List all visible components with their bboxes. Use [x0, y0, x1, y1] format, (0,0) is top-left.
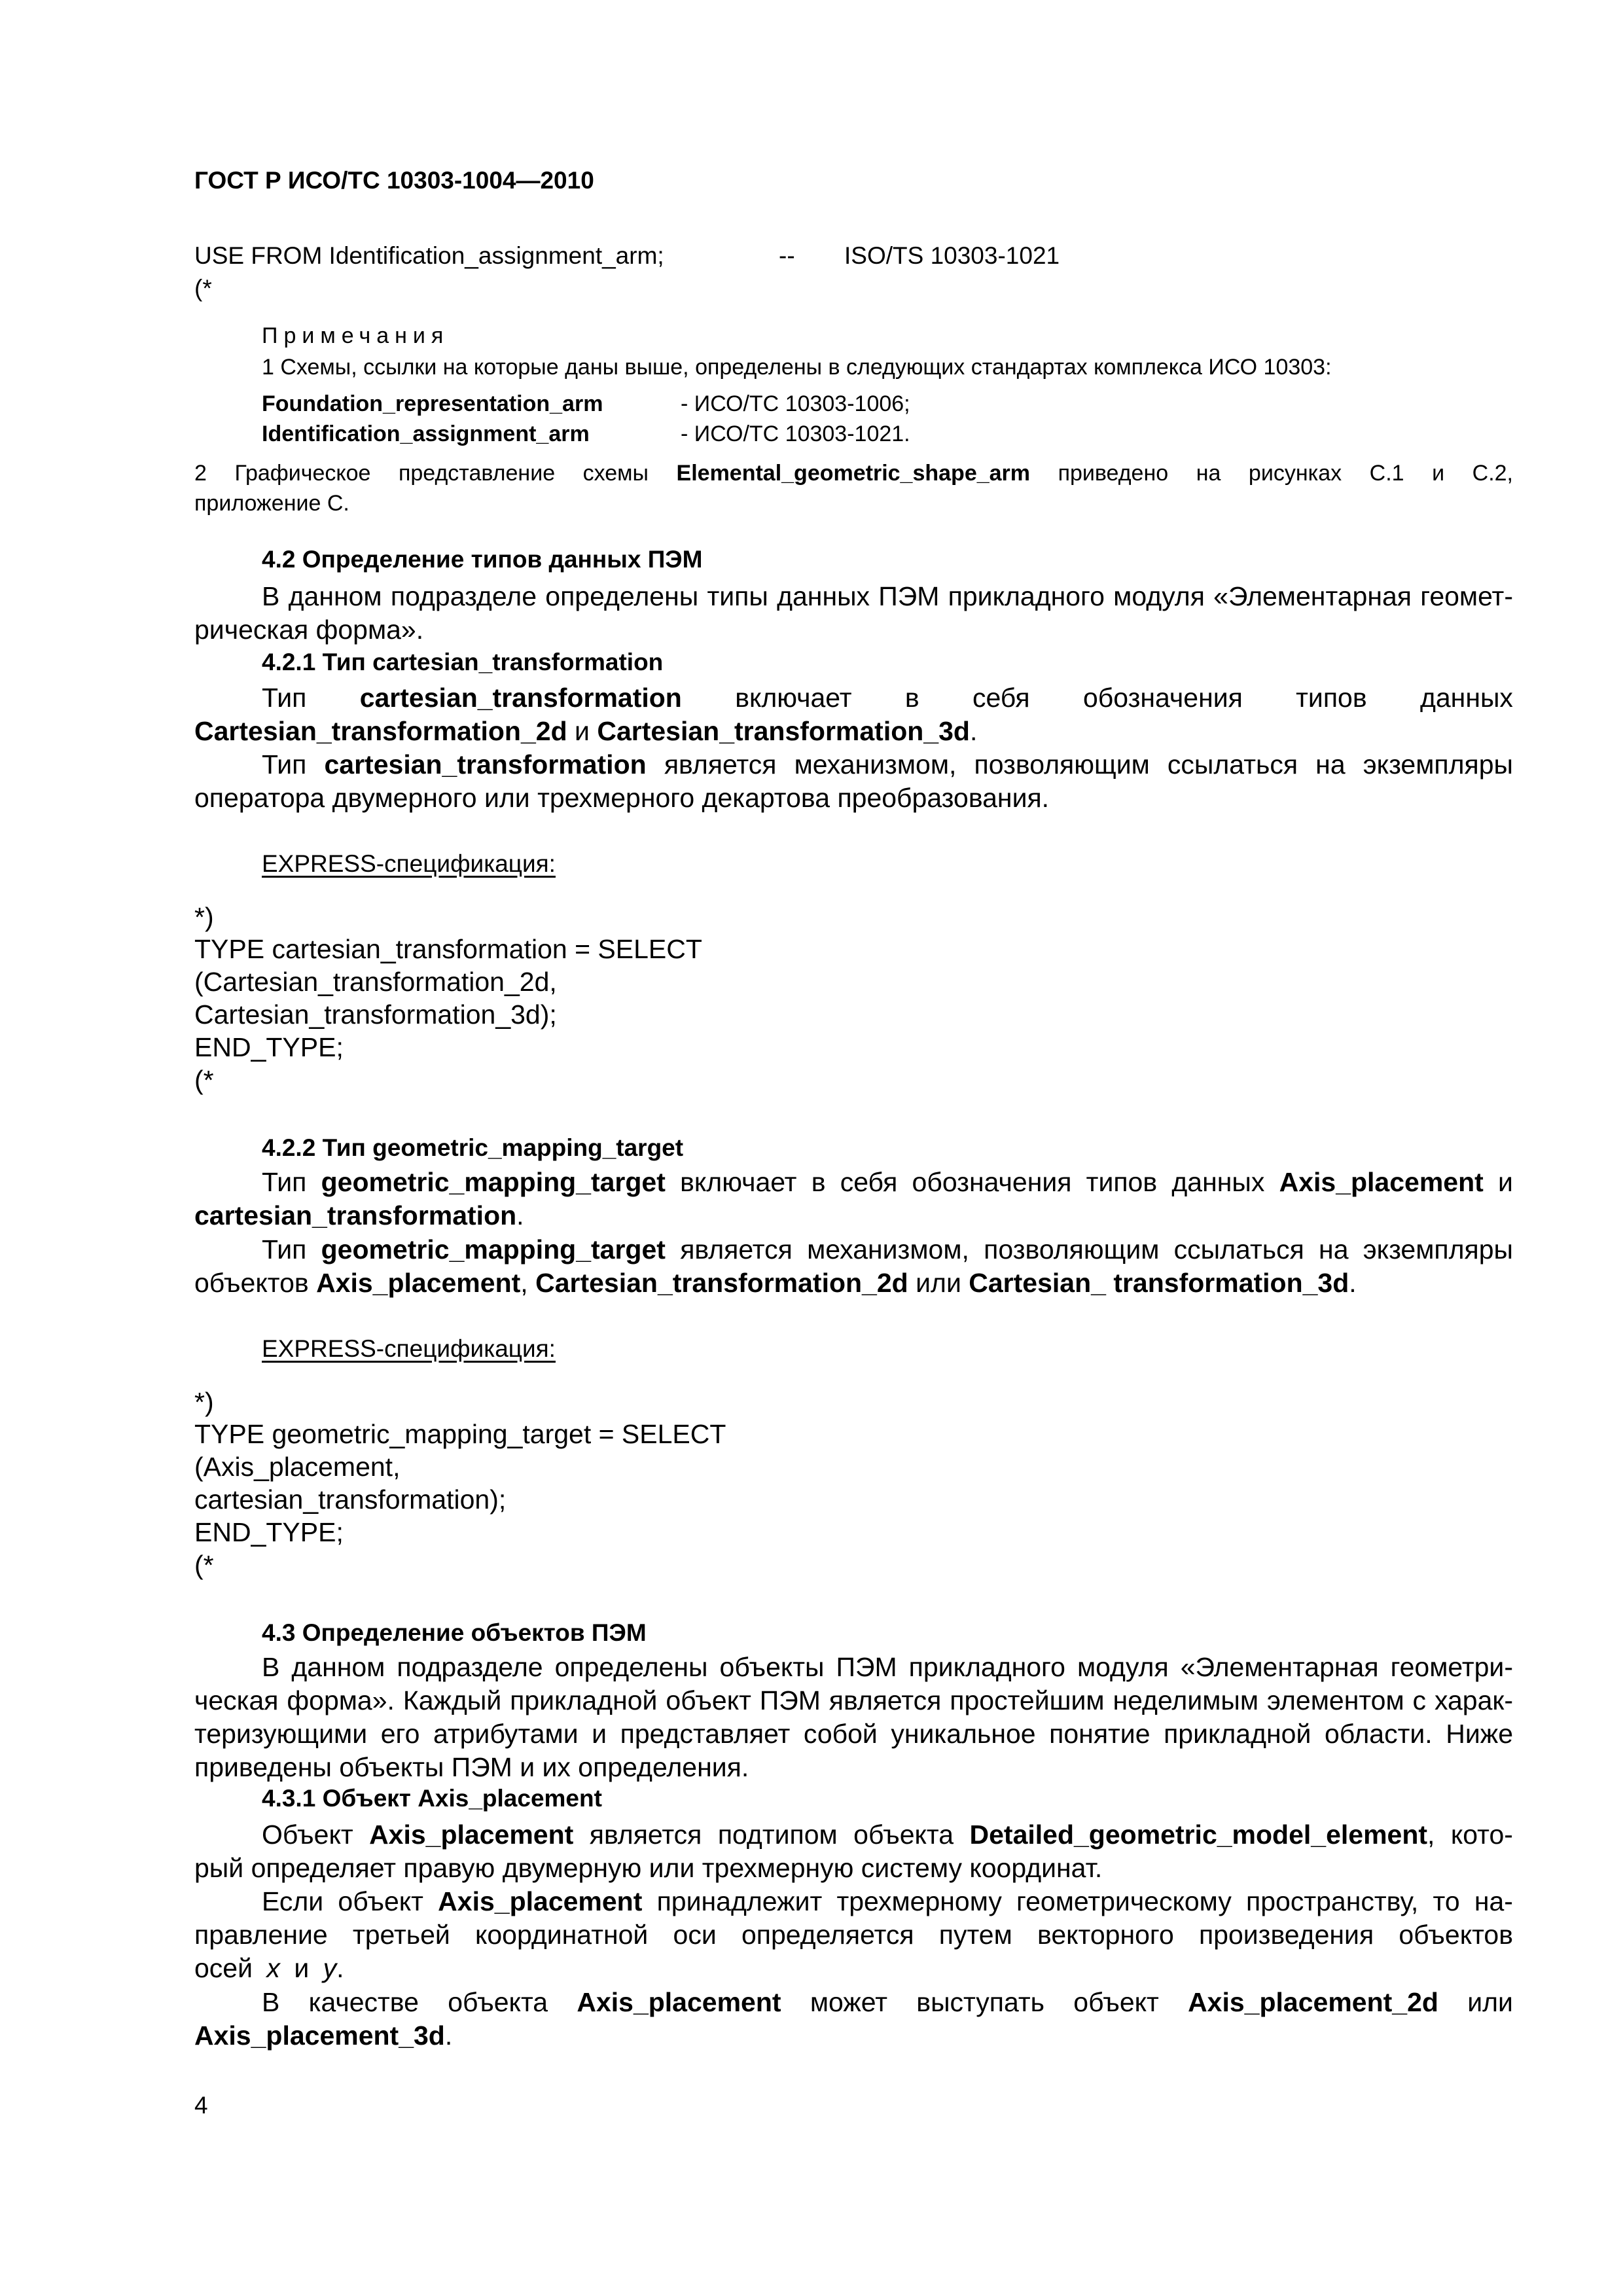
code-line: (* [194, 1065, 214, 1095]
paragraph-cont: осей x и y. [194, 1953, 344, 1983]
paragraph-cont: теризующими его атрибутами и представляет собой уникальное понятие прикладной области. Ниже [194, 1719, 1513, 1749]
section-heading-4-3-1: 4.3.1 Объект Axis_placement [262, 1785, 602, 1812]
paragraph: Тип geometric_mapping_target включает в себя обозначения типов данных Axis_placement и [262, 1167, 1513, 1197]
paragraph: Если объект Axis_placement принадлежит трехмерному геометрическому пространству, то на- [262, 1886, 1513, 1916]
paragraph-cont: оператора двумерного или трехмерного декартова преобразования. [194, 783, 1050, 813]
paragraph-cont: Axis_placement_3d. [194, 2020, 453, 2051]
code-line: (Axis_placement, [194, 1452, 401, 1482]
code-line: cartesian_transformation); [194, 1484, 507, 1515]
paragraph-cont: рическая форма». [194, 615, 424, 645]
schema-ref: - ИСО/ТС 10303-1006; [681, 391, 910, 416]
express-spec-label: EXPRESS-спецификация: [262, 850, 556, 877]
code-line: *) [194, 902, 214, 932]
paragraph-cont: правление третьей координатной оси определяется путем векторного произведения объектов [194, 1920, 1513, 1950]
paragraph-cont: рый определяет правую двумерную или трехмерную систему координат. [194, 1853, 1103, 1883]
note-2-cont: приложение С. [194, 491, 349, 516]
paragraph-cont: Cartesian_transformation_2d и Cartesian_transformation_3d. [194, 716, 978, 746]
section-heading-4-2-2: 4.2.2 Тип geometric_mapping_target [262, 1134, 684, 1161]
code-line: END_TYPE; [194, 1517, 344, 1547]
schema-name: Foundation_representation_arm [262, 391, 603, 416]
code-line: Cartesian_transformation_3d); [194, 999, 557, 1030]
paragraph-cont: объектов Axis_placement, Cartesian_transformation_2d или Cartesian_ transformation_3d. [194, 1268, 1357, 1298]
use-from-statement: USE FROM Identification_assignment_arm; [194, 242, 664, 269]
code-line: TYPE geometric_mapping_target = SELECT [194, 1419, 726, 1449]
note-2: 2 Графическое представление схемы Elemental_geometric_shape_arm приведено на рисунках С.1 и С.2, [194, 461, 1513, 486]
paragraph: В данном подразделе определены объекты ПЭМ прикладного модуля «Элементарная геометри- [262, 1652, 1513, 1682]
paragraph: Тип geometric_mapping_target является механизмом, позволяющим ссылаться на экземпляры [262, 1234, 1513, 1265]
code-line: TYPE cartesian_transformation = SELECT [194, 934, 702, 964]
code-line: (Cartesian_transformation_2d, [194, 967, 557, 997]
code-line: (* [194, 1550, 214, 1580]
notes-title: Примечания [262, 323, 450, 348]
section-heading-4-3: 4.3 Определение объектов ПЭМ [262, 1619, 647, 1646]
use-from-ref: ISO/TS 10303-1021 [844, 242, 1060, 269]
section-heading-4-2-1: 4.2.1 Тип cartesian_transformation [262, 649, 664, 675]
schema-name: Identification_assignment_arm [262, 422, 590, 446]
schema-ref: - ИСО/ТС 10303-1021. [681, 422, 910, 446]
paragraph: Тип cartesian_transformation является механизмом, позволяющим ссылаться на экземпляры [262, 749, 1513, 780]
use-from-dash: -- [779, 242, 795, 269]
paragraph: Тип cartesian_transformation включает в себя обозначения типов данных [262, 683, 1513, 713]
paragraph-cont: ческая форма». Каждый прикладной объект ПЭМ является простейшим неделимым элементом с харак- [194, 1685, 1513, 1715]
paragraph-cont: приведены объекты ПЭМ и их определения. [194, 1752, 749, 1782]
page-number: 4 [194, 2092, 208, 2119]
note-1: 1 Схемы, ссылки на которые даны выше, определены в следующих стандартах комплекса ИСО 10303: [262, 355, 1332, 380]
section-heading-4-2: 4.2 Определение типов данных ПЭМ [262, 546, 703, 573]
code-line: *) [194, 1387, 214, 1417]
document-code: ГОСТ Р ИСО/ТС 10303-1004—2010 [194, 167, 594, 194]
express-spec-label: EXPRESS-спецификация: [262, 1335, 556, 1362]
comment-open: (* [194, 275, 212, 302]
paragraph: Объект Axis_placement является подтипом объекта Detailed_geometric_model_element, кото- [262, 1820, 1513, 1850]
code-line: END_TYPE; [194, 1032, 344, 1062]
paragraph-cont: cartesian_transformation. [194, 1200, 524, 1230]
paragraph: В качестве объекта Axis_placement может выступать объект Axis_placement_2d или [262, 1987, 1513, 2017]
paragraph: В данном подразделе определены типы данных ПЭМ прикладного модуля «Элементарная геомет- [262, 581, 1513, 611]
